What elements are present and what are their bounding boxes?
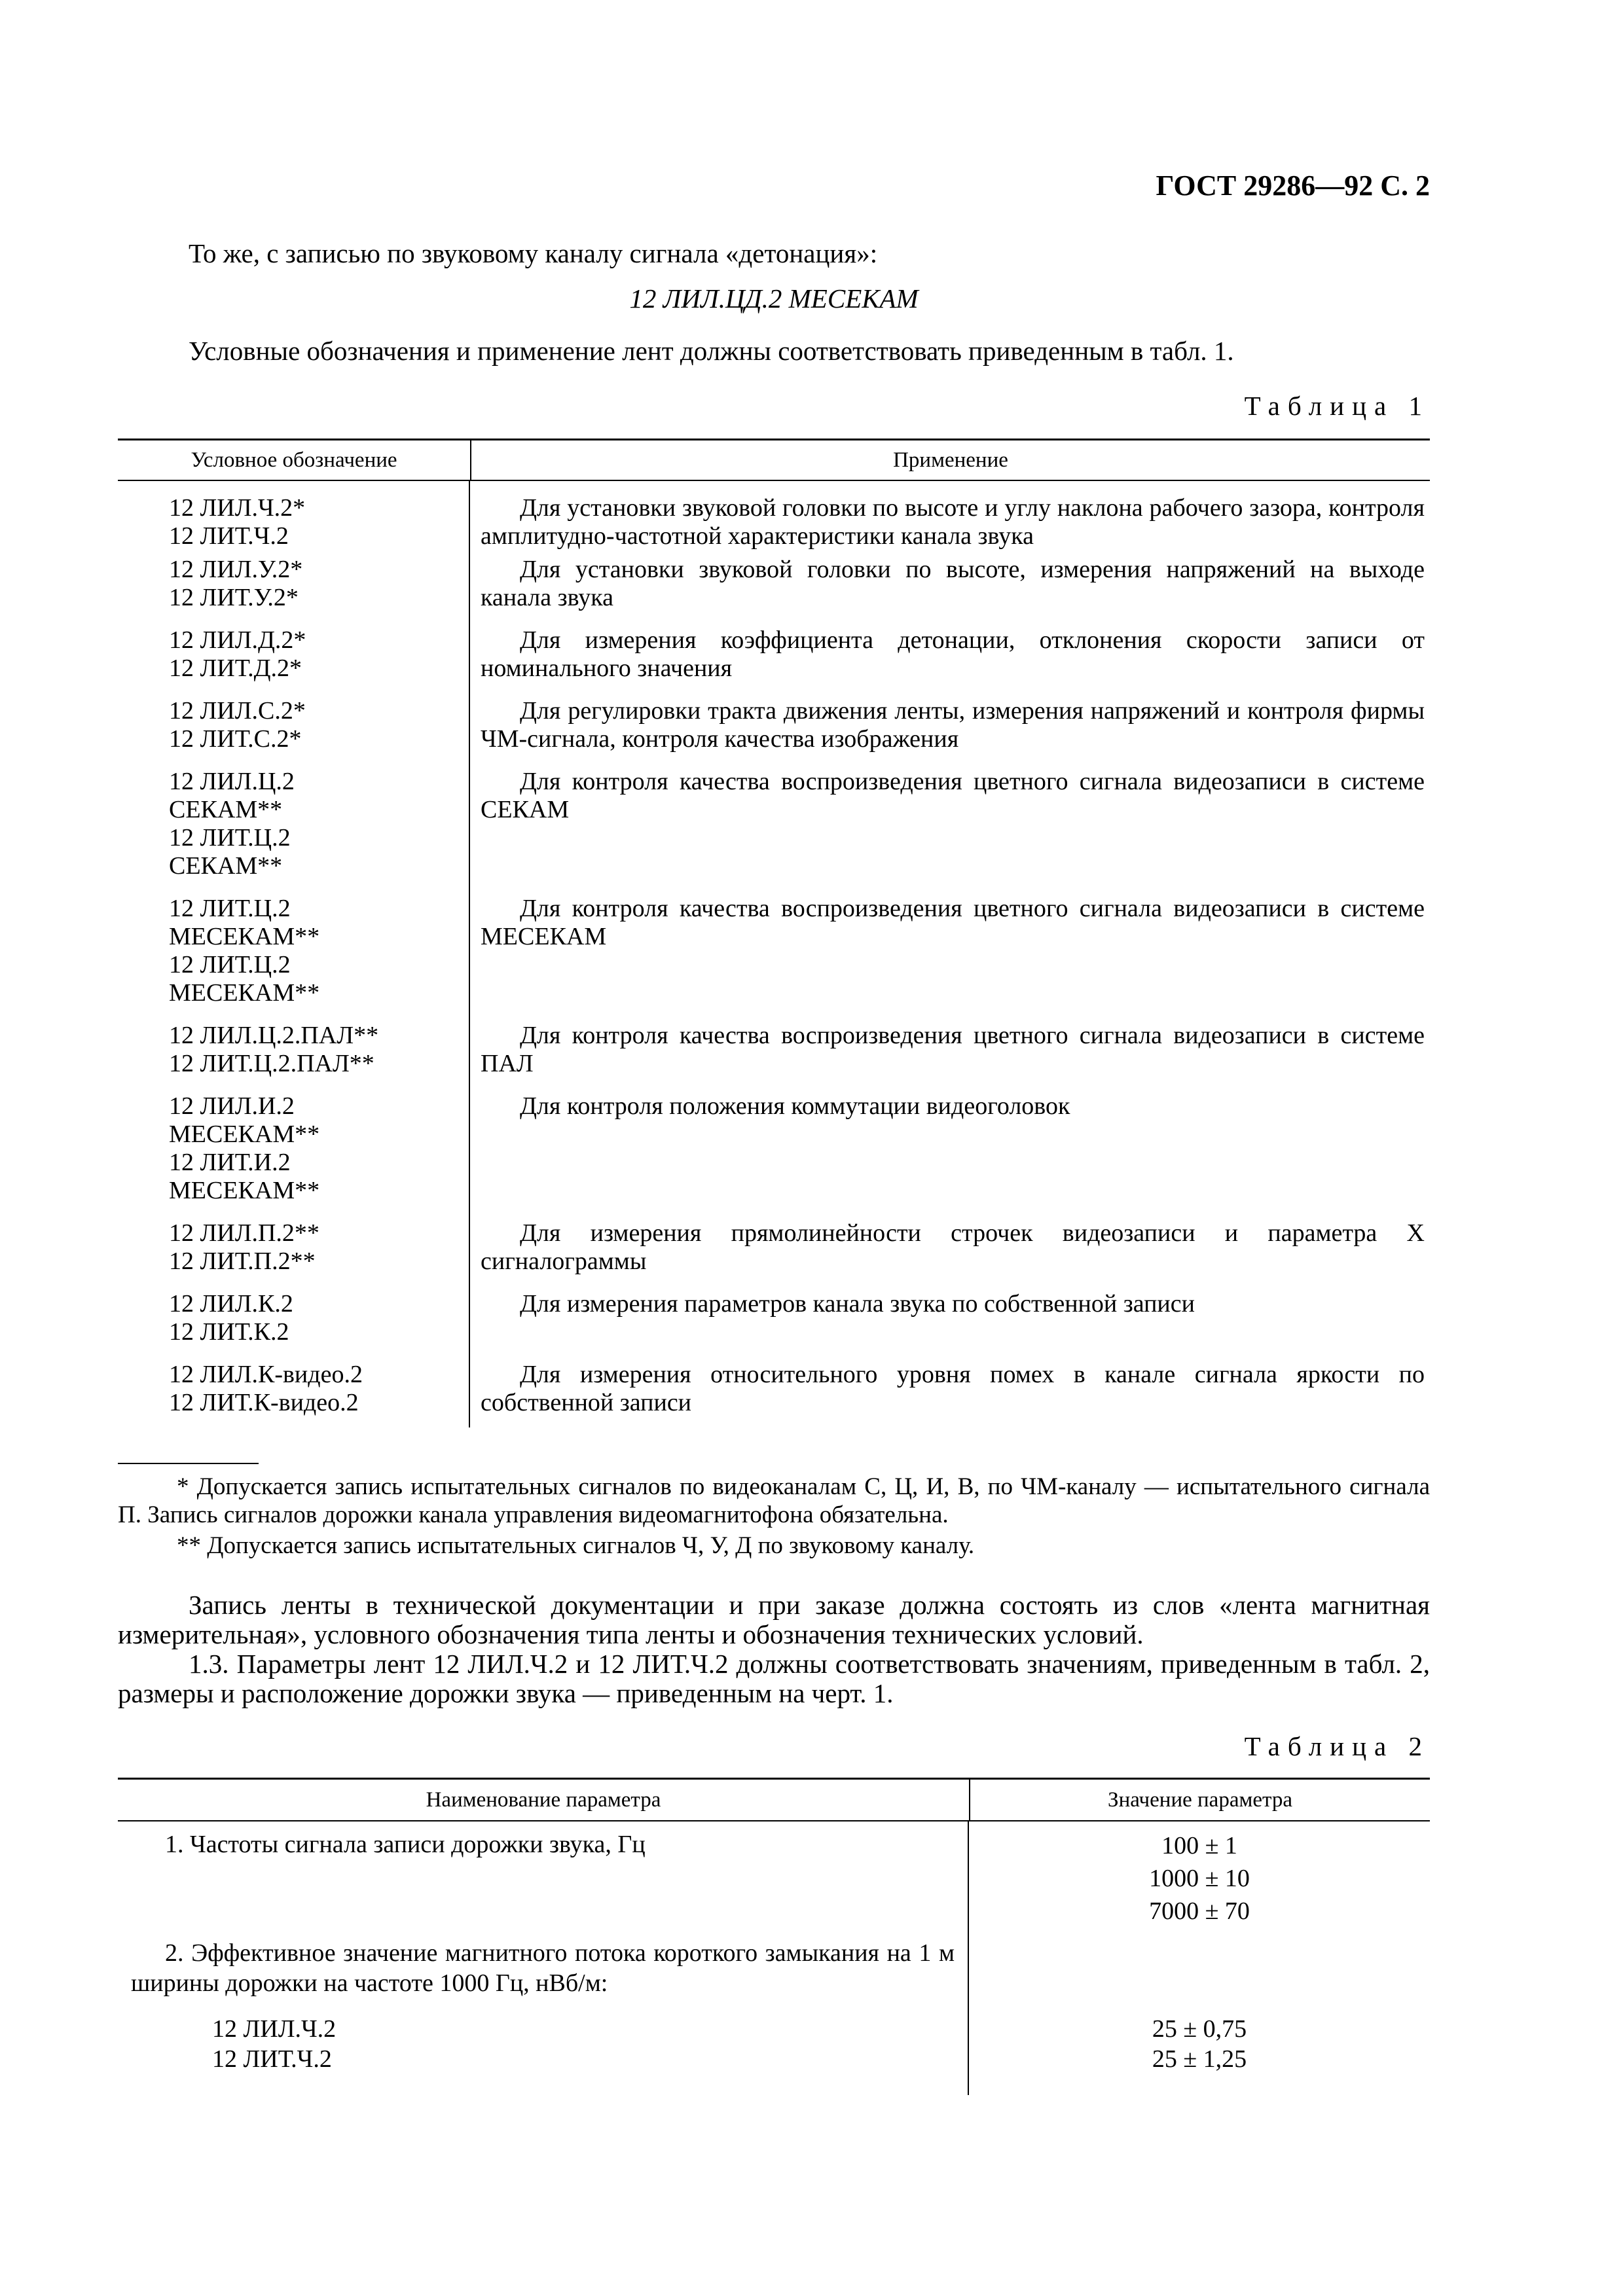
table2-row bbox=[118, 1938, 1430, 2095]
intro-line-2: Условные обозначения и применение лент должны соответствовать приведенным в табл. 1. bbox=[189, 336, 1234, 366]
table1-row bbox=[118, 764, 1430, 891]
table1-designation-cell bbox=[118, 481, 470, 552]
table1-application-cell bbox=[470, 764, 1430, 891]
designation-line: МЕСЕКАМ** bbox=[169, 979, 320, 1007]
footnote-2: ** Допускается запись испытательных сигналов Ч, У, Д по звуковому каналу. bbox=[177, 1532, 975, 1559]
designation-line: 12 ЛИТ.И.2 bbox=[169, 1149, 291, 1176]
application-text: Для контроля качества воспроизведения цветного сигнала видеозаписи в системе СЕКАМ bbox=[481, 768, 1425, 823]
value-cell: 100 ± 1 bbox=[1161, 1832, 1237, 1859]
application-text: Для контроля качества воспроизведения цветного сигнала видеозаписи в системе ПАЛ bbox=[481, 1022, 1425, 1077]
application-text: Для регулировки тракта движения ленты, измерения напряжений и контроля фирмы ЧМ-сигнала, контроля качества изображения bbox=[481, 697, 1425, 753]
table1-body bbox=[118, 481, 1430, 1427]
designation-line: 12 ЛИЛ.У.2* bbox=[169, 556, 303, 583]
designation-line: СЕКАМ** bbox=[169, 796, 283, 823]
table1-application-cell bbox=[470, 693, 1430, 764]
param-2-sub-1: 12 ЛИЛ.Ч.2 bbox=[212, 2015, 337, 2043]
table1-row bbox=[118, 891, 1430, 1018]
application-text: Для контроля качества воспроизведения цветного сигнала видеозаписи в системе МЕСЕКАМ bbox=[481, 895, 1425, 950]
designation-line: 12 ЛИЛ.И.2 bbox=[169, 1092, 295, 1120]
table1-header bbox=[118, 439, 1430, 481]
table1-application-cell bbox=[470, 891, 1430, 1018]
designation-line: 12 ЛИЛ.Ц.2 bbox=[169, 768, 295, 795]
body-paragraph-1: Запись ленты в технической документации и при заказе должна состоять из слов «лента магнитная измерительная», условного обозначения типа ленты и обозначения технических условий. bbox=[118, 1590, 1430, 1649]
table1-application-cell bbox=[470, 1215, 1430, 1286]
table1-row bbox=[118, 622, 1430, 693]
value-cell: 1000 ± 10 bbox=[1149, 1865, 1250, 1892]
table1-designation-cell bbox=[118, 1215, 470, 1286]
table1-application-cell bbox=[470, 1018, 1430, 1088]
table1-row bbox=[118, 693, 1430, 764]
page-header: ГОСТ 29286—92 С. 2 bbox=[1156, 170, 1430, 202]
table2-label: Таблица 2 bbox=[1244, 1731, 1430, 1761]
designation-line: МЕСЕКАМ** bbox=[169, 923, 320, 950]
table1-row bbox=[118, 1286, 1430, 1357]
table1-designation-cell bbox=[118, 1018, 470, 1088]
table2-value-2 bbox=[969, 1938, 1430, 2095]
designation-line: 12 ЛИТ.Ц.2 bbox=[169, 824, 291, 852]
table-1 bbox=[118, 439, 1430, 1427]
table1-row bbox=[118, 1018, 1430, 1088]
table2-value-1 bbox=[969, 1821, 1430, 1938]
designation-line: 12 ЛИЛ.Ц.2.ПАЛ** bbox=[169, 1022, 379, 1049]
value-cell: 25 ± 0,75 bbox=[1152, 2015, 1247, 2043]
table1-application-cell bbox=[470, 1088, 1430, 1215]
table1-application-cell bbox=[470, 1286, 1430, 1357]
table1-application-cell bbox=[470, 622, 1430, 693]
table1-application-cell bbox=[470, 1357, 1430, 1427]
designation-line: 12 ЛИТ.У.2* bbox=[169, 584, 299, 611]
application-text: Для контроля положения коммутации видеоголовок bbox=[520, 1092, 1070, 1120]
application-text: Для измерения параметров канала звука по собственной записи bbox=[520, 1290, 1195, 1318]
table1-row bbox=[118, 552, 1430, 622]
application-text: Для измерения относительного уровня помех в канале сигнала яркости по собственной записи bbox=[481, 1361, 1425, 1416]
table1-col1-header: Условное обозначение bbox=[118, 440, 471, 480]
application-text: Для измерения коэффициента детонации, отклонения скорости записи от номинального значения bbox=[481, 626, 1425, 682]
table1-designation-cell bbox=[118, 1088, 470, 1215]
application-text: Для измерения прямолинейности строчек видеозаписи и параметра X сигналограммы bbox=[481, 1219, 1425, 1275]
table-2 bbox=[118, 1778, 1430, 2095]
designation-line: 12 ЛИТ.Ц.2 bbox=[169, 951, 291, 978]
application-text: Для установки звуковой головки по высоте и углу наклона рабочего зазора, контроля амплитудно-частотной характеристики канала звука bbox=[481, 494, 1425, 550]
designation-line: 12 ЛИЛ.ЦД.2 МЕСЕКАМ bbox=[629, 283, 919, 314]
table1-col2-header: Применение bbox=[893, 448, 1008, 472]
value-cell: 25 ± 1,25 bbox=[1152, 2045, 1247, 2073]
table1-designation-cell bbox=[118, 1357, 470, 1427]
table1-designation-cell bbox=[118, 622, 470, 693]
param-2-sub-2: 12 ЛИТ.Ч.2 bbox=[212, 2045, 332, 2073]
designation-line: 12 ЛИЛ.П.2** bbox=[169, 1219, 319, 1247]
param-2-name: 2. Эффективное значение магнитного потока короткого замыкания на 1 м ширины дорожки на частоте 1000 Гц, нВб/м: bbox=[131, 1939, 955, 1997]
table2-row bbox=[118, 1821, 1430, 1938]
footnote-divider bbox=[118, 1463, 259, 1464]
table1-label: Таблица 1 bbox=[1244, 391, 1430, 421]
application-text: Для установки звуковой головки по высоте, измерения напряжений на выходе канала звука bbox=[481, 556, 1425, 611]
designation-line: 12 ЛИТ.С.2* bbox=[169, 725, 302, 753]
table1-designation-cell bbox=[118, 552, 470, 622]
designation-line: 12 ЛИТ.К-видео.2 bbox=[169, 1389, 359, 1416]
table1-row bbox=[118, 1357, 1430, 1427]
designation-line: МЕСЕКАМ** bbox=[169, 1177, 320, 1204]
table1-designation-cell bbox=[118, 1286, 470, 1357]
table1-application-cell bbox=[470, 481, 1430, 552]
param-1-name: 1. Частоты сигнала записи дорожки звука, Гц bbox=[165, 1831, 646, 1858]
intro-line: То же, с записью по звуковому каналу сигнала «детонация»: bbox=[189, 238, 878, 268]
designation-line: 12 ЛИТ.Ч.2 bbox=[169, 522, 289, 550]
designation-line: 12 ЛИЛ.Ч.2* bbox=[169, 494, 306, 522]
table1-row bbox=[118, 481, 1430, 552]
designation-line: 12 ЛИТ.Ц.2.ПАЛ** bbox=[169, 1050, 374, 1077]
designation-line: 12 ЛИТ.К.2 bbox=[169, 1318, 289, 1346]
designation-line: 12 ЛИТ.Ц.2 bbox=[169, 895, 291, 922]
designation-line: 12 ЛИЛ.Д.2* bbox=[169, 626, 306, 654]
table1-row bbox=[118, 1088, 1430, 1215]
designation-line: СЕКАМ** bbox=[169, 852, 283, 880]
designation-line: МЕСЕКАМ** bbox=[169, 1121, 320, 1148]
body-paragraph-2: 1.3. Параметры лент 12 ЛИЛ.Ч.2 и 12 ЛИТ.Ч.2 должны соответствовать значениям, приведенным в табл. 2, размеры и расположение дорожки звука — приведенным на черт. 1. bbox=[118, 1649, 1430, 1708]
value-cell: 7000 ± 70 bbox=[1149, 1897, 1250, 1925]
designation-line: 12 ЛИЛ.К.2 bbox=[169, 1290, 293, 1318]
table2-header bbox=[118, 1778, 1430, 1821]
table2-param-1 bbox=[118, 1821, 969, 1938]
table1-designation-cell bbox=[118, 891, 470, 1018]
designation-line: 12 ЛИТ.Д.2* bbox=[169, 655, 302, 682]
footnote-1: * Допускается запись испытательных сигналов по видеоканалам С, Ц, И, В, по ЧМ-каналу — испытательного сигнала П. Запись сигналов дорожки канала управления видеомагнитофона обязательна. bbox=[118, 1473, 1430, 1528]
designation-line: 12 ЛИТ.П.2** bbox=[169, 1247, 316, 1275]
table1-designation-cell bbox=[118, 693, 470, 764]
table1-application-cell bbox=[470, 552, 1430, 622]
table1-designation-cell bbox=[118, 764, 470, 891]
table2-col2-header: Значение параметра bbox=[1108, 1788, 1292, 1812]
table1-row bbox=[118, 1215, 1430, 1286]
designation-line: 12 ЛИЛ.С.2* bbox=[169, 697, 306, 725]
table2-col1-header: Наименование параметра bbox=[118, 1780, 970, 1820]
designation-line: 12 ЛИЛ.К-видео.2 bbox=[169, 1361, 363, 1388]
table2-param-2 bbox=[118, 1938, 969, 2095]
